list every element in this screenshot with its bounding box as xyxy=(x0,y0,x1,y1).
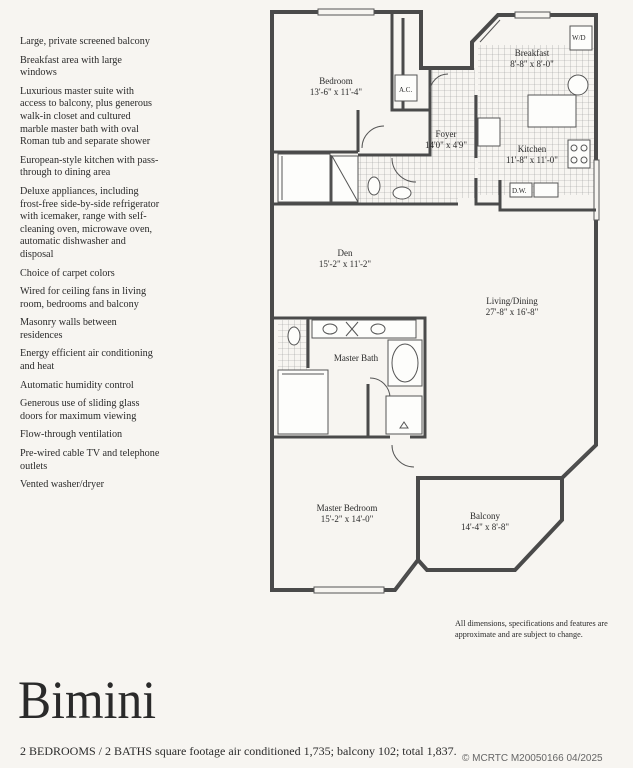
living-name: Living/Dining xyxy=(486,296,538,306)
den-dims: 15'-2" x 11'-2" xyxy=(318,259,372,269)
den-name: Den xyxy=(337,248,353,258)
window xyxy=(314,587,384,593)
sink xyxy=(371,324,385,334)
door-swing xyxy=(362,126,384,148)
bedroom-name: Bedroom xyxy=(319,76,353,86)
kitchen-name: Kitchen xyxy=(517,144,547,154)
foyer-name: Foyer xyxy=(435,129,457,139)
door-swing xyxy=(392,445,414,467)
window xyxy=(567,450,590,473)
disclaimer: All dimensions, specifications and features are approximate and are subject to change. xyxy=(455,619,608,639)
breakfast-name: Breakfast xyxy=(514,48,550,58)
toilet xyxy=(368,177,380,195)
feature-item: Breakfast area with large windows xyxy=(20,54,122,79)
sink xyxy=(323,324,337,334)
dw-label: D.W. xyxy=(512,187,527,195)
window xyxy=(515,12,550,18)
feature-item: Flow-through ventilation xyxy=(20,429,123,441)
kitchen-counter xyxy=(528,95,576,127)
master-bedroom-dims: 15'-2" x 14'-0" xyxy=(320,514,374,524)
feature-item: Energy efficient air conditioning and heat xyxy=(20,348,153,373)
roman-tub xyxy=(392,344,418,382)
feature-item: Pre-wired cable TV and telephone outlets xyxy=(20,448,160,472)
door-swing xyxy=(370,378,390,398)
feature-item: Deluxe appliances, including frost-free side-by-side refrigerator with icemaker, range with self-cleaning oven, microwave oven, automatic dishwasher and disposal xyxy=(20,185,160,260)
wd-label: W/D xyxy=(572,34,586,42)
watermark: © MCRTC M20050166 04/2025 xyxy=(462,753,603,764)
closet xyxy=(278,154,330,202)
window xyxy=(398,566,414,585)
sink xyxy=(393,187,411,199)
refrigerator xyxy=(478,118,500,146)
bedroom-dims: 13'-6" x 11'-4" xyxy=(309,87,363,97)
ac-label: A.C. xyxy=(399,86,413,94)
feature-item: Wired for ceiling fans in living room, bedrooms and balcony xyxy=(20,286,147,310)
window xyxy=(318,9,374,15)
master-bath-name: Master Bath xyxy=(333,353,379,363)
master-bedroom-name: Master Bedroom xyxy=(316,503,378,513)
unit-summary: 2 BEDROOMS / 2 BATHS square footage air conditioned 1,735; balcony 102; total 1,837. xyxy=(20,744,457,758)
feature-item: European-style kitchen with pass-through to dining area xyxy=(20,154,159,179)
feature-item: Choice of carpet colors xyxy=(20,267,115,279)
feature-item: Masonry walls between residences xyxy=(20,317,117,341)
range xyxy=(568,140,590,168)
feature-item: Automatic humidity control xyxy=(20,379,134,391)
toilet xyxy=(288,327,300,345)
walk-in-closet xyxy=(278,370,328,434)
kitchen-sink xyxy=(534,183,558,197)
breakfast-dims: 8'-8" x 8'-0" xyxy=(510,59,554,69)
balcony-dims: 14'-4" x 8'-8" xyxy=(460,522,510,532)
foyer-dims: 14'0" x 4'9" xyxy=(424,140,468,150)
breakfast-table xyxy=(568,75,588,95)
feature-item: Luxurious master suite with access to balcony, plus generous walk-in closet and cultured marble master bath with oval Roman tub and separate shower xyxy=(20,85,153,148)
feature-item: Vented washer/dryer xyxy=(20,479,105,491)
kitchen-dims: 11'-8" x 11'-0" xyxy=(506,155,558,165)
feature-item: Large, private screened balcony xyxy=(20,36,150,47)
living-dims: 27'-8" x 16'-8" xyxy=(485,307,539,317)
model-name: Bimini xyxy=(18,670,157,730)
feature-item: Generous use of sliding glass doors for maximum viewing xyxy=(20,398,140,422)
balcony-name: Balcony xyxy=(470,511,500,521)
